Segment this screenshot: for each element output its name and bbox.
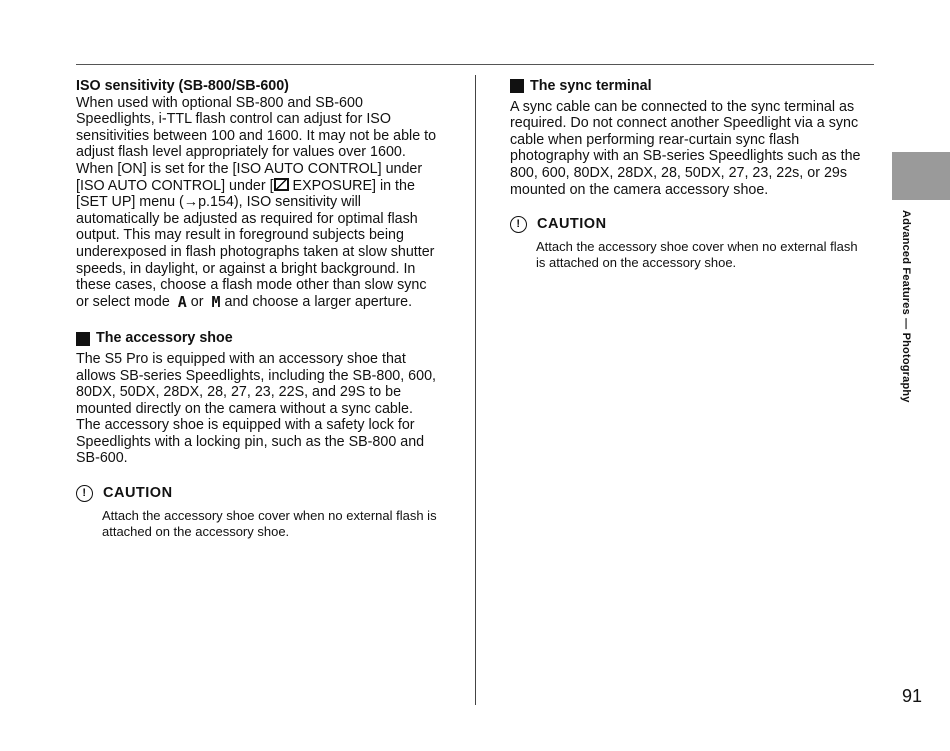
or-text: or — [190, 293, 204, 310]
caution-heading-right — [510, 216, 870, 233]
column-divider — [475, 75, 476, 705]
accessory-shoe-title — [76, 330, 441, 347]
exposure-compensation-icon — [274, 178, 289, 191]
section-tab — [892, 152, 950, 200]
black-square-icon — [76, 332, 90, 346]
caution-label-right: CAUTION — [537, 216, 607, 233]
iso-paragraph — [76, 95, 441, 311]
exclamation-circle-icon: ! — [510, 216, 527, 233]
black-square-icon — [510, 79, 524, 93]
top-rule — [76, 64, 874, 65]
sync-terminal-title — [510, 78, 870, 95]
section-side-label: Advanced Features — Photography — [900, 210, 912, 403]
right-column — [510, 78, 870, 271]
accessory-shoe-title-text: The accessory shoe — [96, 330, 233, 347]
iso-text-1: When used with optional SB-800 and SB-600 Speedlights, i-TTL flash control can adjust for ISO sensitivities between 100 and 1600. It may not be able to adjust flash level appropriately for values over 1600. When [ON] is set for the [ISO AUTO CONTROL] under [ISO AUTO CONTROL] under [ — [76, 94, 437, 194]
iso-heading: ISO sensitivity (SB-800/SB-600) — [76, 78, 289, 94]
mode-m-icon: M — [211, 292, 221, 311]
iso-text-2: EXPOSURE] in the [SET UP] menu (→p.154), ISO sensitivity will automatically be adjusted as required for optimal flash output. This may result in foreground subjects being underexposed in flash photographs taken at slow shutter speeds, in daylight, or against a bright background. In these cases, choose a flash mode other than slow sync or select mode — [76, 177, 435, 310]
left-column — [76, 78, 441, 540]
caution-text-left: Attach the accessory shoe cover when no external flash is attached on the accessory shoe. — [102, 508, 437, 540]
sync-terminal-title-text: The sync terminal — [530, 78, 652, 94]
iso-text-3: and choose a larger aperture. — [224, 293, 413, 310]
caution-label-left: CAUTION — [103, 485, 173, 502]
mode-a-icon: A — [177, 292, 187, 311]
sync-terminal-text: A sync cable can be connected to the sync terminal as required. Do not connect another Speedlight via a sync cable when performing rear-curtain sync flash photography with an SB-series Speedlights such as the 800, 600, 80DX, 28DX, 28, 50DX, 27, 23, 22s, or 29s mounted on the camera accessory shoe. — [510, 98, 861, 198]
exclamation-circle-icon: ! — [76, 485, 93, 502]
accessory-shoe-text: The S5 Pro is equipped with an accessory shoe that allows SB-series Speedlights, including the SB-800, 600, 80DX, 50DX, 28DX, 28, 27, 23, 22S, and 29S to be mounted directly on the camera without a sync cable. The accessory shoe is equipped with a safety lock for Speedlights with a locking pin, such as the SB-800 and SB-600. — [76, 350, 437, 467]
page-number: 91 — [902, 686, 923, 706]
caution-heading-left — [76, 485, 441, 502]
caution-text-right: Attach the accessory shoe cover when no external flash is attached on the accessory shoe. — [536, 239, 858, 271]
